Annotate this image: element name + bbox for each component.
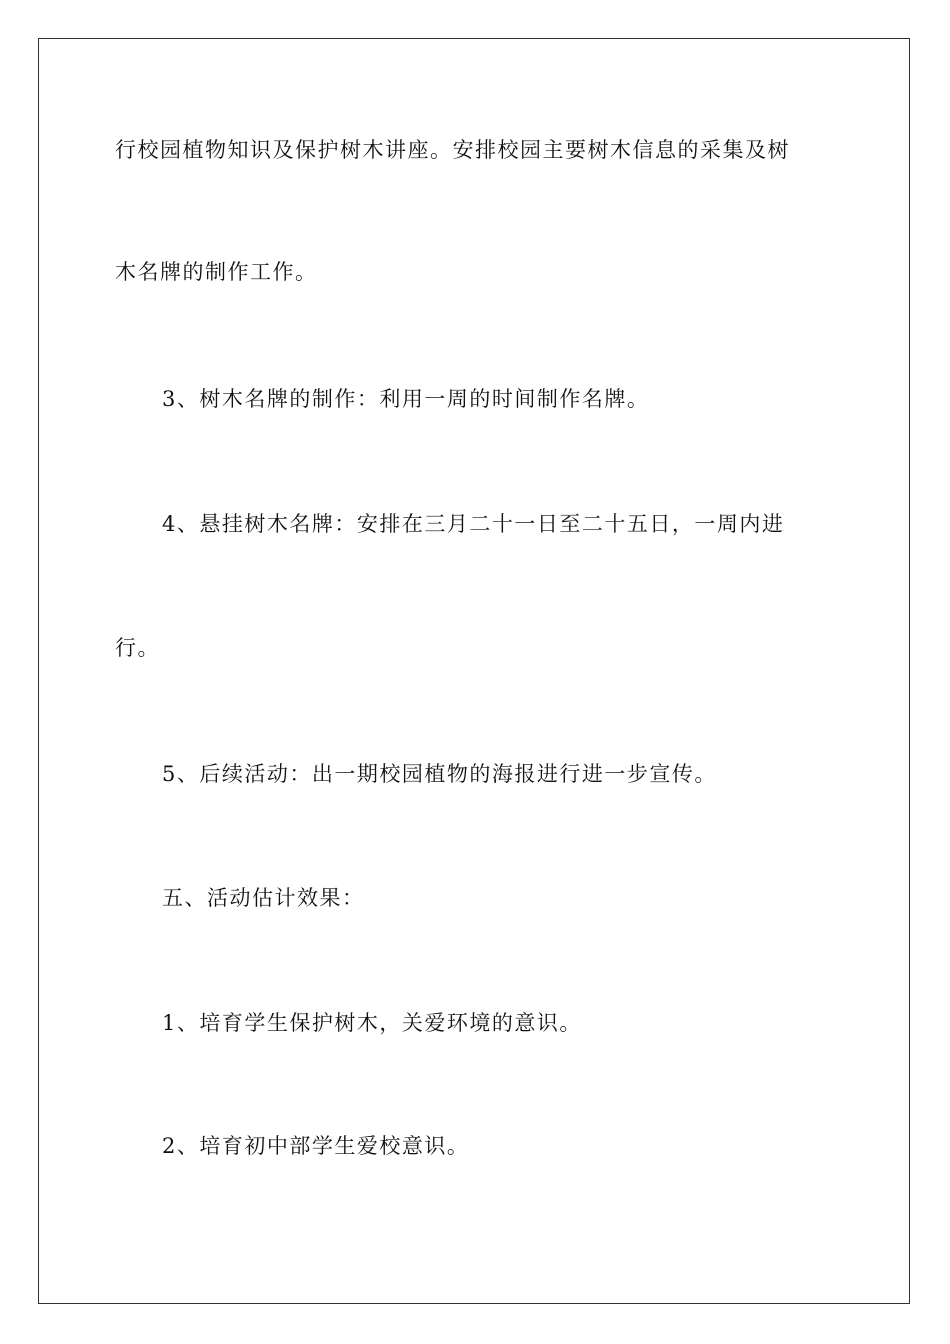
section-heading-5: 五、活动估计效果： — [162, 886, 365, 910]
page-border — [38, 38, 910, 1304]
paragraph-line-1: 行校园植物知识及保护树木讲座。安排校园主要树木信息的采集及树 — [115, 138, 790, 162]
effect-item-2: 2、培育初中部学生爱校意识。 — [162, 1134, 470, 1158]
paragraph-line-2: 木名牌的制作工作。 — [115, 260, 318, 284]
list-item-3: 3、树木名牌的制作：利用一周的时间制作名牌。 — [162, 387, 650, 411]
effect-item-1: 1、培育学生保护树木，关爱环境的意识。 — [162, 1011, 582, 1035]
list-item-5: 5、后续活动：出一期校园植物的海报进行进一步宣传。 — [162, 762, 717, 786]
list-item-4-continuation: 行。 — [115, 636, 160, 660]
list-item-4: 4、悬挂树木名牌：安排在三月二十一日至二十五日，一周内进 — [162, 512, 785, 536]
